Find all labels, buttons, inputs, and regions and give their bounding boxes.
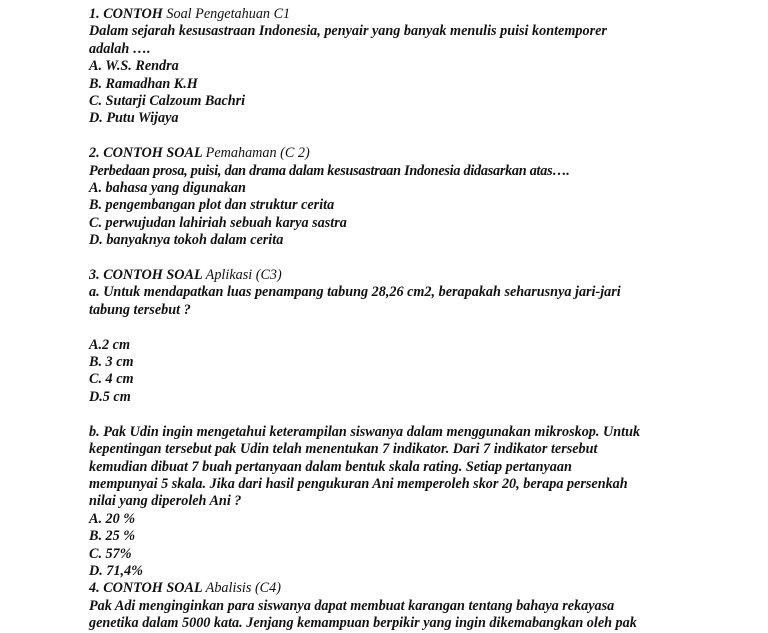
q2-option-b: B. pengembangan plot dan struktur cerita (89, 197, 335, 214)
q1-heading (89, 6, 759, 23)
q3-heading-prefix: 3. CONTOH SOAL (89, 267, 206, 284)
q3a-option-d: D.5 cm (89, 388, 131, 405)
q4-heading-title: Abalisis (C4) (205, 580, 281, 597)
q3b-stem-line-2: kepentingan tersebut pak Udin telah menentukan 7 indikator. Dari 7 indikator tersebut (89, 441, 598, 458)
q2-heading-title: Pemahaman (C 2) (205, 145, 310, 162)
q3b-stem-line-4: mempunyai 5 skala. Jika dari hasil pengukuran Ani memperoleh skor 20, berapa persenkah (89, 475, 628, 492)
q2-option-a: A. bahasa yang digunakan (89, 180, 246, 197)
q3a-stem-line-2: tabung tersebut ? (89, 301, 191, 318)
spacer (89, 250, 759, 267)
q1-option-d: D. Putu Wijaya (89, 110, 179, 127)
q1-heading-prefix: 1. CONTOH (89, 6, 167, 22)
q3a-option-c: C. 4 cm (89, 371, 134, 388)
q1-stem-line-2: adalah …. (89, 40, 151, 57)
q4-heading-prefix: 4. CONTOH SOAL (89, 580, 206, 597)
spacer (89, 128, 759, 145)
q3b-option-a: A. 20 % (89, 510, 136, 527)
q1-stem-line-1: Dalam sejarah kesusastraan Indonesia, penyair yang banyak menulis puisi kontemporer (89, 23, 607, 40)
q3b-stem-line-5: nilai yang diperoleh Ani ? (89, 493, 242, 510)
q4-stem-line-2: genetika dalam 5000 kata. Jenjang kemampuan berpikir yang ingin dikemabangkan oleh pak (89, 615, 637, 632)
q2-option-d: D. banyaknya tokoh dalam cerita (89, 232, 284, 249)
q2-heading-prefix: 2. CONTOH SOAL (89, 145, 206, 162)
q3a-option-b: B. 3 cm (89, 354, 134, 371)
q3b-option-c: C. 57% (89, 545, 132, 562)
q3a-stem-line-1: a. Untuk mendapatkan luas penampang tabung 28,26 cm2, berapakah seharusnya jari-jari (89, 284, 621, 301)
q1-option-c: C. Sutarji Calzoum Bachri (89, 93, 246, 110)
q3b-option-d: D. 71,4% (89, 562, 143, 579)
q4-stem-line-1: Pak Adi menginginkan para siswanya dapat membuat karangan tentang bahaya rekayasa (89, 597, 615, 614)
document-page (89, 6, 759, 633)
q2-option-c: C. perwujudan lahiriah sebuah karya sastra (89, 214, 347, 231)
q4-heading (89, 580, 759, 597)
q1-heading-title: Soal Pengetahuan C1 (166, 6, 291, 22)
q3b-option-b: B. 25 % (89, 528, 136, 545)
spacer (89, 406, 759, 423)
spacer (89, 319, 759, 336)
q1-option-b: B. Ramadhan K.H (89, 75, 198, 92)
q2-heading (89, 145, 759, 162)
q3-heading-title: Aplikasi (C3) (205, 267, 282, 284)
q3b-stem-line-1: b. Pak Udin ingin mengetahui keterampilan siswanya dalam menggunakan mikroskop. Untuk (89, 423, 641, 440)
q3a-option-a: A.2 cm (89, 336, 130, 353)
q1-option-a: A. W.S. Rendra (89, 58, 179, 75)
q3b-stem-line-3: kemudian dibuat 7 buah pertanyaan dalam bentuk skala rating. Setiap pertanyaan (89, 458, 572, 475)
q3-heading (89, 267, 759, 284)
q2-stem: Perbedaan prosa, puisi, dan drama dalam kesusastraan Indonesia didasarkan atas…. (89, 162, 570, 179)
